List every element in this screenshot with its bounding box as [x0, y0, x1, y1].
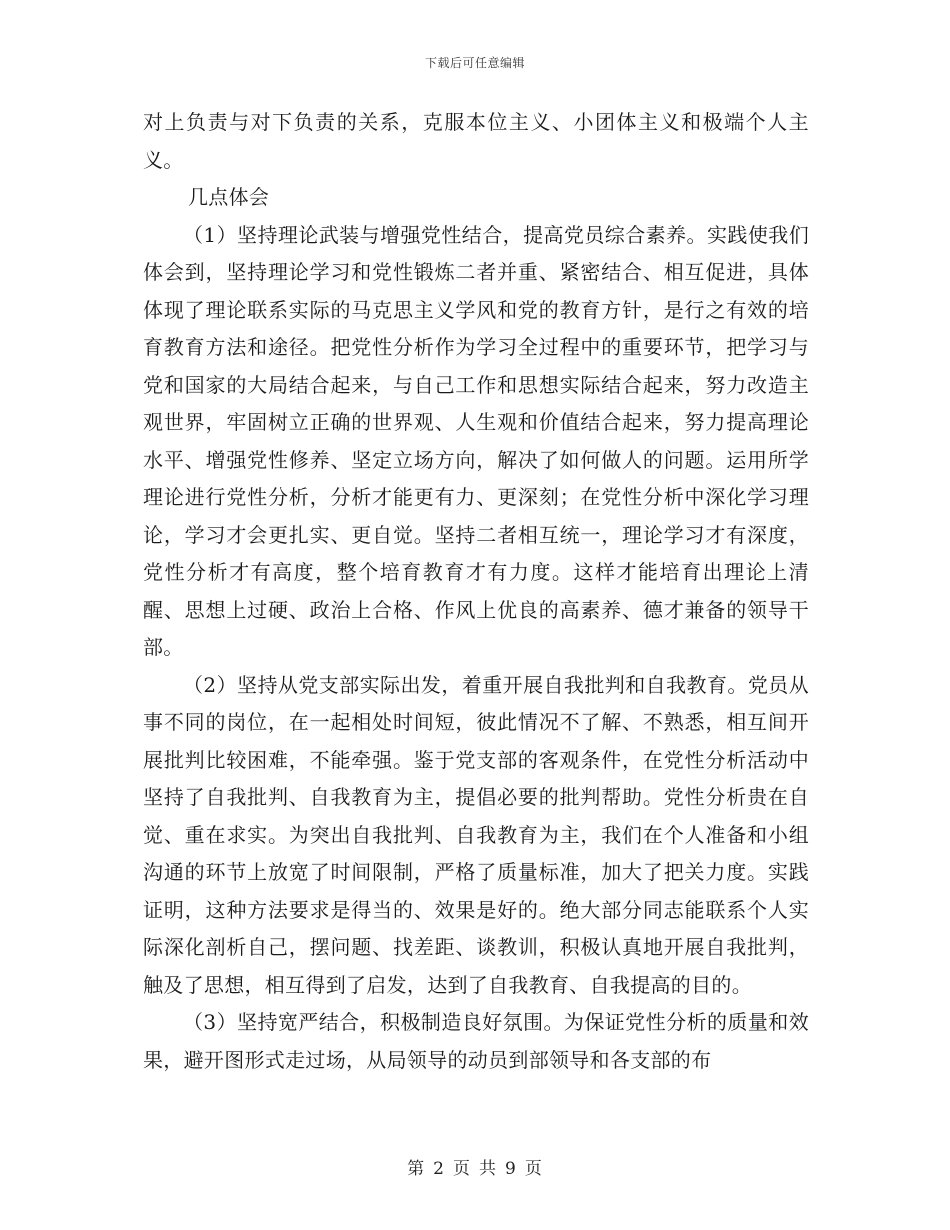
paragraph-point-2: （2）坚持从党支部实际出发，着重开展自我批判和自我教育。党员从事不同的岗位，在一起相处时间短，彼此情况不了解、不熟悉，相互间开展批判比较困难，不能牵强。鉴于党支部的客观条件，在党性分析活动中坚持了自我批判、自我教育为主，提倡必要的批判帮助。党性分析贵在自觉、重在求实。为突出自我批判、自我教育为主，我们在个人准备和小组沟通的环节上放宽了时间限制，严格了质量标准，加大了把关力度。实践证明，这种方法要求是得当的、效果是好的。绝大部分同志能联系个人实际深化剖析自己，摆问题、找差距、谈教训，积极认真地开展自我批判，触及了思想，相互得到了启发，达到了自我教育、自我提高的目的。: [143, 672, 809, 997]
footer-label-page: 第: [407, 1159, 426, 1179]
document-body: [143, 104, 809, 1079]
paragraph-point-3: （3）坚持宽严结合，积极制造良好氛围。为保证党性分析的质量和效果，避开图形式走过场，从局领导的动员到部领导和各支部的布: [143, 1010, 809, 1072]
footer-label-total: 共: [479, 1159, 497, 1179]
footer-current-page: 2: [433, 1159, 445, 1179]
section-heading: 几点体会: [188, 185, 270, 209]
page-footer: [0, 1154, 950, 1179]
footer-label-total-unit: 页: [524, 1159, 543, 1179]
footer-total-pages: 9: [505, 1159, 517, 1179]
page-header-note: 下载后可任意编辑: [424, 56, 525, 70]
footer-label-page-unit: 页: [453, 1159, 471, 1179]
paragraph-continuation: 对上负责与对下负责的关系，克服本位主义、小团体主义和极端个人主义。: [143, 110, 809, 172]
paragraph-point-1: （1）坚持理论武装与增强党性结合，提高党员综合素养。实践使我们体会到，坚持理论学习和党性锻炼二者并重、紧密结合、相互促进，具体体现了理论联系实际的马克思主义学风和党的教育方针，是行之有效的培育教育方法和途径。把党性分析作为学习全过程中的重要环节，把学习与党和国家的大局结合起来，与自己工作和思想实际结合起来，努力改造主观世界，牢固树立正确的世界观、人生观和价值结合起来，努力提高理论水平、增强党性修养、坚定立场方向，解决了如何做人的问题。运用所学理论进行党性分析，分析才能更有力、更深刻；在党性分析中深化学习理论，学习才会更扎实、更自觉。坚持二者相互统一，理论学习才有深度，党性分析才有高度，整个培育教育才有力度。这样才能培育出理论上清醒、思想上过硬、政治上合格、作风上优良的高素养、德才兼备的领导干部。: [143, 222, 809, 659]
